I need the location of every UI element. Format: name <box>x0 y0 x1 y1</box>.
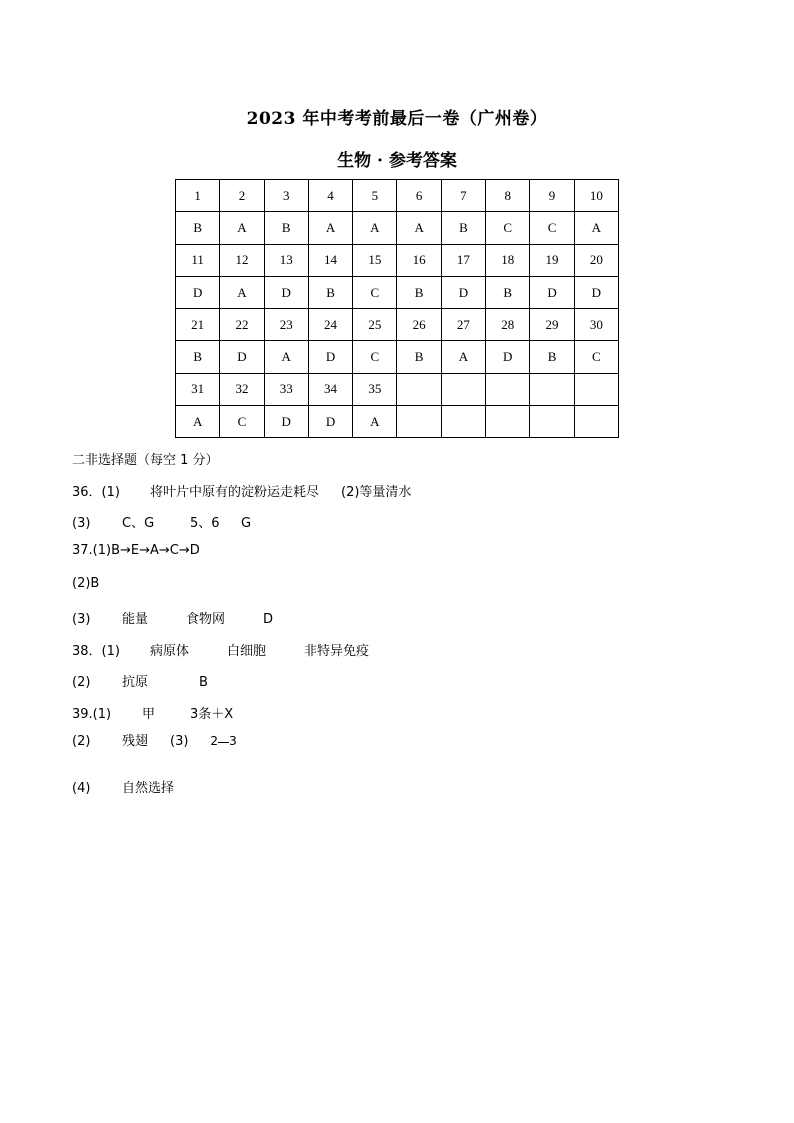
table-cell: 10 <box>574 180 618 212</box>
table-cell: 12 <box>220 244 264 276</box>
table-cell: B <box>176 341 220 373</box>
answer-row <box>176 406 619 438</box>
q37-line3 <box>72 608 273 627</box>
table-cell: C <box>486 212 530 244</box>
table-cell: C <box>530 212 574 244</box>
table-cell: 15 <box>353 244 397 276</box>
exam-title: 2023 年中考考前最后一卷（广州卷） <box>246 109 548 129</box>
question-number-row <box>176 180 619 212</box>
table-cell: D <box>530 276 574 308</box>
table-cell: B <box>486 276 530 308</box>
table-cell: 9 <box>530 180 574 212</box>
table-cell: 29 <box>530 309 574 341</box>
table-cell: D <box>220 341 264 373</box>
table-cell: D <box>176 276 220 308</box>
table-cell: 7 <box>441 180 485 212</box>
table-cell: 6 <box>397 180 441 212</box>
q38-answer1: 病原体 <box>150 644 190 659</box>
table-cell: 28 <box>486 309 530 341</box>
table-cell: 31 <box>176 373 220 405</box>
table-cell: 5 <box>353 180 397 212</box>
table-cell: B <box>397 276 441 308</box>
table-cell: B <box>530 341 574 373</box>
table-cell: B <box>441 212 485 244</box>
table-cell: 32 <box>220 373 264 405</box>
fraction-numerator: 2 <box>210 734 219 748</box>
table-cell: C <box>353 341 397 373</box>
table-cell <box>574 406 618 438</box>
question-number-row <box>176 309 619 341</box>
table-cell: D <box>308 406 352 438</box>
q39-sub4-label: (4) <box>72 781 91 796</box>
table-cell <box>530 406 574 438</box>
table-cell: 19 <box>530 244 574 276</box>
table-cell: 30 <box>574 309 618 341</box>
table-cell <box>486 406 530 438</box>
answer-row <box>176 341 619 373</box>
q39-line1 <box>72 703 233 722</box>
table-cell: D <box>264 406 308 438</box>
q39-answer2: 3条＋X <box>190 707 234 722</box>
q39-answer1: 甲 <box>142 707 156 722</box>
answer-row <box>176 212 619 244</box>
table-cell: D <box>264 276 308 308</box>
q39-sub3-label: (3) <box>170 734 189 749</box>
table-cell: 14 <box>308 244 352 276</box>
table-cell: 22 <box>220 309 264 341</box>
table-cell: D <box>574 276 618 308</box>
q36-line1 <box>72 481 411 500</box>
table-cell: B <box>308 276 352 308</box>
table-cell <box>441 373 485 405</box>
fraction-bar <box>218 742 229 743</box>
q37-line1: 37.(1)B→E→A→C→D <box>72 543 200 558</box>
table-cell: A <box>220 212 264 244</box>
q37-line2: (2)B <box>72 576 100 591</box>
q39-label: 39.(1) <box>72 707 112 722</box>
table-cell <box>486 373 530 405</box>
q38-answer4: 抗原 <box>122 675 149 690</box>
q38-sub2-label: (2) <box>72 675 91 690</box>
table-cell: A <box>353 406 397 438</box>
table-cell: A <box>397 212 441 244</box>
table-cell <box>530 373 574 405</box>
table-cell: A <box>441 341 485 373</box>
table-cell: C <box>574 341 618 373</box>
q39-line3 <box>72 777 174 796</box>
table-cell: 26 <box>397 309 441 341</box>
table-cell: A <box>574 212 618 244</box>
question-number-row <box>176 244 619 276</box>
table-cell: 4 <box>308 180 352 212</box>
table-cell: 25 <box>353 309 397 341</box>
table-cell: C <box>220 406 264 438</box>
table-cell: 3 <box>264 180 308 212</box>
table-cell: 34 <box>308 373 352 405</box>
table-cell: 17 <box>441 244 485 276</box>
q36-answer3: C、G <box>122 516 155 531</box>
q38-line2 <box>72 671 208 690</box>
table-cell: 35 <box>353 373 397 405</box>
section2-heading: 二非选择题（每空 1 分） <box>72 453 219 468</box>
table-cell: 24 <box>308 309 352 341</box>
q39-fraction <box>210 735 236 748</box>
q38-label: 38．(1) <box>72 644 120 659</box>
table-cell: C <box>353 276 397 308</box>
q36-sub3-label: (3) <box>72 516 91 531</box>
q37-answer2: 食物网 <box>186 612 226 627</box>
table-cell: A <box>264 341 308 373</box>
q37-sub3-label: (3) <box>72 612 91 627</box>
question-number-row <box>176 373 619 405</box>
q39-line2 <box>72 730 237 749</box>
table-cell <box>441 406 485 438</box>
table-cell: 13 <box>264 244 308 276</box>
answer-table <box>175 179 619 438</box>
table-cell: B <box>176 212 220 244</box>
table-cell: 20 <box>574 244 618 276</box>
q38-answer5: B <box>199 675 208 690</box>
table-cell: 8 <box>486 180 530 212</box>
table-cell: B <box>397 341 441 373</box>
q37-answer1: 能量 <box>122 612 149 627</box>
table-cell: 18 <box>486 244 530 276</box>
table-cell: 1 <box>176 180 220 212</box>
table-cell: 11 <box>176 244 220 276</box>
answer-key-subtitle: 生物 · 参考答案 <box>337 151 457 171</box>
table-cell: 2 <box>220 180 264 212</box>
table-cell: A <box>220 276 264 308</box>
table-cell: D <box>308 341 352 373</box>
answer-row <box>176 276 619 308</box>
table-cell: A <box>176 406 220 438</box>
table-cell: 23 <box>264 309 308 341</box>
q38-answer2: 白细胞 <box>227 644 267 659</box>
table-cell: 33 <box>264 373 308 405</box>
q39-answer3: 残翅 <box>122 734 149 749</box>
table-cell: B <box>264 212 308 244</box>
table-cell: 16 <box>397 244 441 276</box>
q36-line2 <box>72 512 251 531</box>
table-cell: A <box>308 212 352 244</box>
table-cell: 21 <box>176 309 220 341</box>
table-cell <box>397 373 441 405</box>
table-cell <box>397 406 441 438</box>
table-cell <box>574 373 618 405</box>
q36-answer5: G <box>241 516 252 531</box>
q37-answer3: D <box>263 612 274 627</box>
q38-line1 <box>72 640 369 659</box>
table-cell: D <box>441 276 485 308</box>
fraction-denominator: 3 <box>229 734 237 748</box>
q39-answer5: 自然选择 <box>122 781 175 796</box>
q38-answer3: 非特异免疫 <box>304 644 370 659</box>
table-cell: A <box>353 212 397 244</box>
q39-sub2-label: (2) <box>72 734 91 749</box>
q36-answer1: 将叶片中原有的淀粉运走耗尽 <box>150 485 320 500</box>
q36-answer2: (2)等量清水 <box>341 485 412 500</box>
q36-label: 36．(1) <box>72 485 120 500</box>
table-cell: D <box>486 341 530 373</box>
q36-answer4: 5、6 <box>190 516 220 531</box>
table-cell: 27 <box>441 309 485 341</box>
